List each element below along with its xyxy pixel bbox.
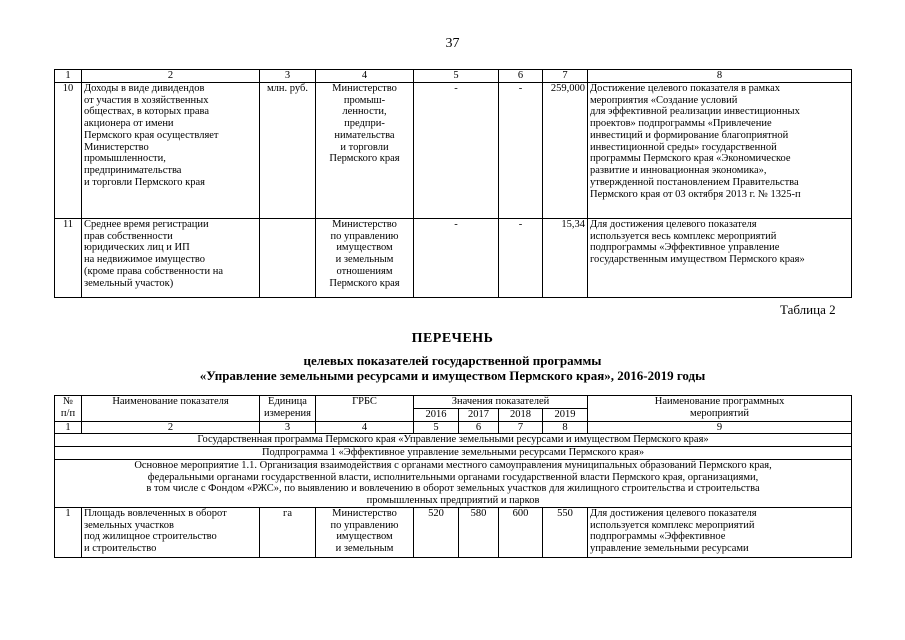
table-1-header-cell: 8 xyxy=(588,70,852,83)
unit xyxy=(260,218,316,297)
indicator-name: Площадь вовлеченных в оборот земельных участков под жилищное строительство и строительство xyxy=(82,507,260,557)
value-col7: 15,34 xyxy=(543,218,588,297)
value-2018: 600 xyxy=(499,507,543,557)
row-number: 1 xyxy=(55,507,82,557)
number-cell: 1 xyxy=(55,421,82,434)
header-programs: Наименование программных мероприятий xyxy=(588,396,852,422)
header-indicator-name: Наименование показателя xyxy=(82,396,260,422)
value-col6: - xyxy=(499,82,543,218)
number-cell: 6 xyxy=(459,421,499,434)
table-1-header-cell: 3 xyxy=(260,70,316,83)
header-unit: Единица измерения xyxy=(260,396,316,422)
number-cell: 4 xyxy=(316,421,414,434)
heading-subtitle: целевых показателей государственной программы xyxy=(303,353,602,368)
header-no: № п/п xyxy=(55,396,82,422)
subprogram-title: Подпрограмма 1 «Эффективное управление земельными ресурсами Пермского края» xyxy=(55,447,852,460)
unit: млн. руб. xyxy=(260,82,316,218)
table-1-header-cell: 5 xyxy=(414,70,499,83)
header-year-2019: 2019 xyxy=(543,408,588,421)
note: Для достижения целевого показателя используется комплекс мероприятий подпрограммы «Эффективное управление земельными ресурсами xyxy=(588,507,852,557)
table-1 xyxy=(54,69,852,298)
number-cell: 5 xyxy=(414,421,459,434)
heading-program-name: «Управление земельными ресурсами и имуществом Пермского края», 2016-2019 годы xyxy=(199,368,706,383)
table-1-header-cell: 6 xyxy=(499,70,543,83)
header-values: Значения показателей xyxy=(414,396,588,409)
header-year-2018: 2018 xyxy=(499,408,543,421)
program-title: Государственная программа Пермского края «Управление земельными ресурсами и имуществом Пермского края» xyxy=(55,434,852,447)
header-year-2016: 2016 xyxy=(414,408,459,421)
note: Для достижения целевого показателя используется весь комплекс мероприятий подпрограммы «Эффективное управление государственным имуществом Пермского края» xyxy=(588,218,852,297)
activity-title: Основное мероприятие 1.1. Организация взаимодействия с органами местного самоуправления муниципальных образований Пермского края, федеральными органами государственной власти, исполнительными органами государственной власти Пермского края, организациями, в том числе с Фондом «РЖС», по выявлению и вовлечению в оборот земельных участков для жилищного строительства и строительства промышленных предприятий и парков xyxy=(55,459,852,507)
value-2019: 550 xyxy=(543,507,588,557)
table-row xyxy=(55,82,852,218)
table-1-header-cell: 1 xyxy=(55,70,82,83)
table-2 xyxy=(54,395,852,558)
value-2017: 580 xyxy=(459,507,499,557)
table-1-header-cell: 7 xyxy=(543,70,588,83)
page-number: 37 xyxy=(445,36,460,51)
table-1-header-row xyxy=(55,70,852,83)
note: Достижение целевого показателя в рамках мероприятия «Создание условий для эффективной реализации инвестиционных проектов» подпрограммы «Привлечение инвестиций и формирование благоприятной инвестиционной среды» государственной программы Пермского края «Экономическое развитие и инновационная экономика», утвержденной постановлением Правительства Пермского края от 03 октября 2013 г. № 1325-п xyxy=(588,82,852,218)
value-col5: - xyxy=(414,82,499,218)
row-number: 11 xyxy=(55,218,82,297)
value-col7: 259,000 xyxy=(543,82,588,218)
grbs: Министерство по управлению имуществом и земельным отношениям Пермского края xyxy=(316,218,414,297)
table-row xyxy=(55,507,852,557)
heading-title: ПЕРЕЧЕНЬ xyxy=(411,331,494,346)
number-cell: 8 xyxy=(543,421,588,434)
program-row xyxy=(55,434,852,447)
grbs: Министерство по управлению имуществом и земельным xyxy=(316,507,414,557)
table-2-label: Таблица 2 xyxy=(780,302,836,317)
indicator-name: Доходы в виде дивидендов от участия в хозяйственных обществах, в которых права акционера от имени Пермского края осуществляет Министерство промышленности, предпринимательства и торговли Пермского края xyxy=(82,82,260,218)
value-col6: - xyxy=(499,218,543,297)
table-row xyxy=(55,218,852,297)
table-2-header-row xyxy=(55,396,852,409)
number-cell: 9 xyxy=(588,421,852,434)
table-1-header-cell: 4 xyxy=(316,70,414,83)
header-grbs: ГРБС xyxy=(316,396,414,422)
table-1-header-cell: 2 xyxy=(82,70,260,83)
indicator-name: Среднее время регистрации прав собственности юридических лиц и ИП на недвижимое имущество (кроме права собственности на земельный участок) xyxy=(82,218,260,297)
row-number: 10 xyxy=(55,82,82,218)
value-2016: 520 xyxy=(414,507,459,557)
table-2-number-row xyxy=(55,421,852,434)
number-cell: 2 xyxy=(82,421,260,434)
activity-row xyxy=(55,459,852,507)
subprogram-row xyxy=(55,447,852,460)
header-year-2017: 2017 xyxy=(459,408,499,421)
unit: га xyxy=(260,507,316,557)
value-col5: - xyxy=(414,218,499,297)
number-cell: 7 xyxy=(499,421,543,434)
number-cell: 3 xyxy=(260,421,316,434)
grbs: Министерство промыш- ленности, предпри- нимательства и торговли Пермского края xyxy=(316,82,414,218)
